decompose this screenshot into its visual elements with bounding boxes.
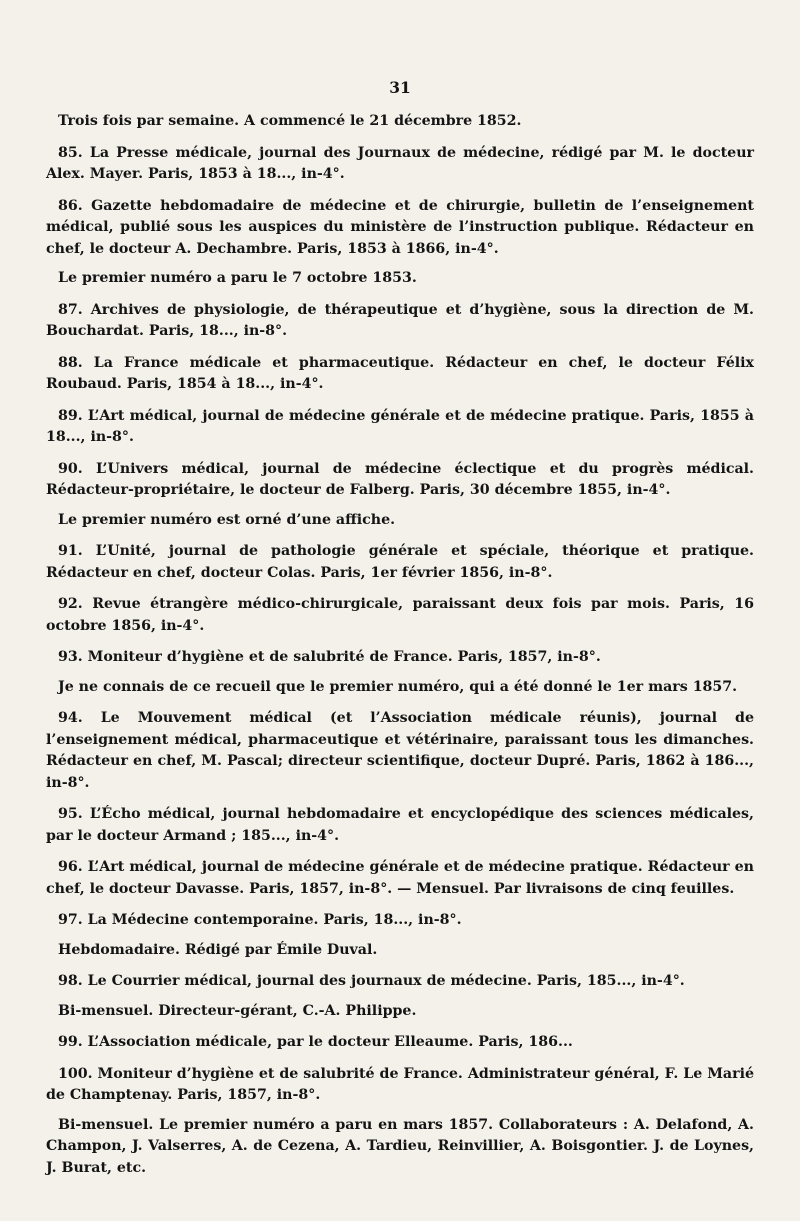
paragraph-text: L’Écho médical, journal hebdomadaire et encyclopédique des sciences médicales, par le docteur Armand ; 185..., in-4°. <box>46 806 754 844</box>
bibliography-entry <box>46 971 754 1022</box>
bibliography-entry <box>46 459 754 532</box>
bibliography-entry <box>46 804 754 847</box>
entry-text <box>46 1032 754 1054</box>
entry-number: 87. <box>58 301 83 318</box>
bibliography-entry <box>46 111 754 133</box>
entry-text <box>46 143 754 186</box>
entry-note <box>46 677 754 699</box>
entry-number: 91. <box>58 543 83 559</box>
entry-number: 95. <box>58 806 83 822</box>
page-number: 31 <box>389 78 411 97</box>
entry-number: 90. <box>58 460 83 477</box>
entry-number: 98. <box>58 973 83 989</box>
entry-number: 93. <box>58 649 83 665</box>
entry-number: 96. <box>58 859 83 875</box>
paragraph-text: Gazette hebdomadaire de médecine et de chirurgie, bulletin de l’enseignement médical, publié sous les auspices du ministère de l’instruction publique. Rédacteur en chef, le docteur A. Dechambre. Paris, 1853 à 1866, in-4°. <box>46 197 754 257</box>
entry-text <box>46 111 754 133</box>
paragraph-text: Moniteur d’hygiène et de salubrité de France. Paris, 1857, in-8°. <box>87 649 601 665</box>
paragraph-text: La Presse médicale, journal des Journaux de médecine, rédigé par M. le docteur Alex. Mayer. Paris, 1853 à 18..., in-4°. <box>46 144 754 182</box>
entry-text <box>46 647 754 669</box>
entry-note <box>46 1115 754 1180</box>
entry-text <box>46 406 754 449</box>
bibliography-entry <box>46 910 754 961</box>
paragraph-text: Je ne connais de ce recueil que le premier numéro, qui a été donné le 1er mars 1857. <box>58 678 738 695</box>
entry-text <box>46 594 754 637</box>
paragraph-text: L’Unité, journal de pathologie générale et spéciale, théorique et pratique. Rédacteur en chef, docteur Colas. Paris, 1er février 1856, in-8°. <box>46 543 754 581</box>
bibliography-entry <box>46 647 754 698</box>
entry-number: 94. <box>58 710 83 726</box>
entry-number: 97. <box>58 912 83 928</box>
paragraph-text: Bi-mensuel. Directeur-gérant, C.-A. Philippe. <box>58 1002 417 1019</box>
paragraph-text: L’Art médical, journal de médecine générale et de médecine pratique. Paris, 1855 à 18..., in-8°. <box>46 407 754 445</box>
bibliography-entry <box>46 143 754 186</box>
entry-text <box>46 804 754 847</box>
entry-text <box>46 196 754 261</box>
entry-text <box>46 971 754 993</box>
paragraph-text: L’Association médicale, par le docteur Elleaume. Paris, 186... <box>87 1034 573 1050</box>
paragraph-text: Hebdomadaire. Rédigé par Émile Duval. <box>58 941 378 958</box>
paragraph-text: L’Univers médical, journal de médecine éclectique et du progrès médical. Rédacteur-propriétaire, le docteur de Falberg. Paris, 30 décembre 1855, in-4°. <box>46 460 754 498</box>
bibliography-entry <box>46 353 754 396</box>
bibliography-entry <box>46 406 754 449</box>
bibliography-entry <box>46 857 754 900</box>
paragraph-text: Bi-mensuel. Le premier numéro a paru en mars 1857. Collaborateurs : A. Delafond, A. Champon, J. Valserres, A. de Cezena, A. Tardieu, Reinvillier, A. Boisgontier. J. de Loynes, J. Burat, etc. <box>46 1116 754 1176</box>
entry-note <box>46 940 754 962</box>
paragraph-text: Revue étrangère médico-chirurgicale, paraissant deux fois par mois. Paris, 16 octobre 1856, in-4°. <box>46 596 754 634</box>
entry-number: 99. <box>58 1034 83 1050</box>
entry-text <box>46 353 754 396</box>
paragraph-text: Le premier numéro a paru le 7 octobre 1853. <box>58 270 417 286</box>
entry-number: 88. <box>58 354 83 371</box>
entry-text <box>46 708 754 794</box>
paragraph-text: Le Mouvement médical (et l’Association médicale réunis), journal de l’enseignement médical, pharmaceutique et vétérinaire, paraissant tous les dimanches. Rédacteur en chef, M. Pascal; directeur scientifique, docteur Dupré. Paris, 1862 à 186..., in-8°. <box>46 710 754 791</box>
bibliography-entry <box>46 300 754 343</box>
entry-text <box>46 541 754 584</box>
paragraph-text: Trois fois par semaine. A commencé le 21 décembre 1852. <box>58 113 522 129</box>
paragraph-text: Le premier numéro est orné d’une affiche. <box>58 511 396 528</box>
entry-text <box>46 459 754 502</box>
bibliography-entries <box>46 111 754 1179</box>
paragraph-text: Archives de physiologie, de thérapeutique et d’hygiène, sous la direction de M. Bouchardat. Paris, 18..., in-8°. <box>46 301 754 339</box>
paragraph-text: Le Courrier médical, journal des journaux de médecine. Paris, 185..., in-4°. <box>87 973 685 989</box>
paragraph-text: L’Art médical, journal de médecine générale et de médecine pratique. Rédacteur en chef, le docteur Davasse. Paris, 1857, in-8°. — Mensuel. Par livraisons de cinq feuilles. <box>46 859 754 897</box>
entry-text <box>46 1064 754 1107</box>
entry-note <box>46 268 754 290</box>
entry-number: 85. <box>58 144 83 161</box>
entry-text <box>46 910 754 932</box>
bibliography-entry <box>46 1032 754 1054</box>
entry-number: 92. <box>58 596 83 612</box>
bibliography-entry <box>46 541 754 584</box>
entry-note <box>46 510 754 532</box>
entry-text <box>46 300 754 343</box>
entry-number: 89. <box>58 407 83 424</box>
paragraph-text: La France médicale et pharmaceutique. Rédacteur en chef, le docteur Félix Roubaud. Paris, 1854 à 18..., in-4°. <box>46 354 754 392</box>
bibliography-entry <box>46 196 754 290</box>
entry-note <box>46 1001 754 1023</box>
entry-text <box>46 857 754 900</box>
entry-number: 86. <box>58 197 83 214</box>
bibliography-entry <box>46 708 754 794</box>
entry-number: 100. <box>58 1065 93 1082</box>
bibliography-entry <box>46 1064 754 1180</box>
bibliography-entry <box>46 594 754 637</box>
paragraph-text: Moniteur d’hygiène et de salubrité de France. Administrateur général, F. Le Marié de Champtenay. Paris, 1857, in-8°. <box>46 1065 754 1103</box>
paragraph-text: La Médecine contemporaine. Paris, 18..., in-8°. <box>87 912 462 928</box>
